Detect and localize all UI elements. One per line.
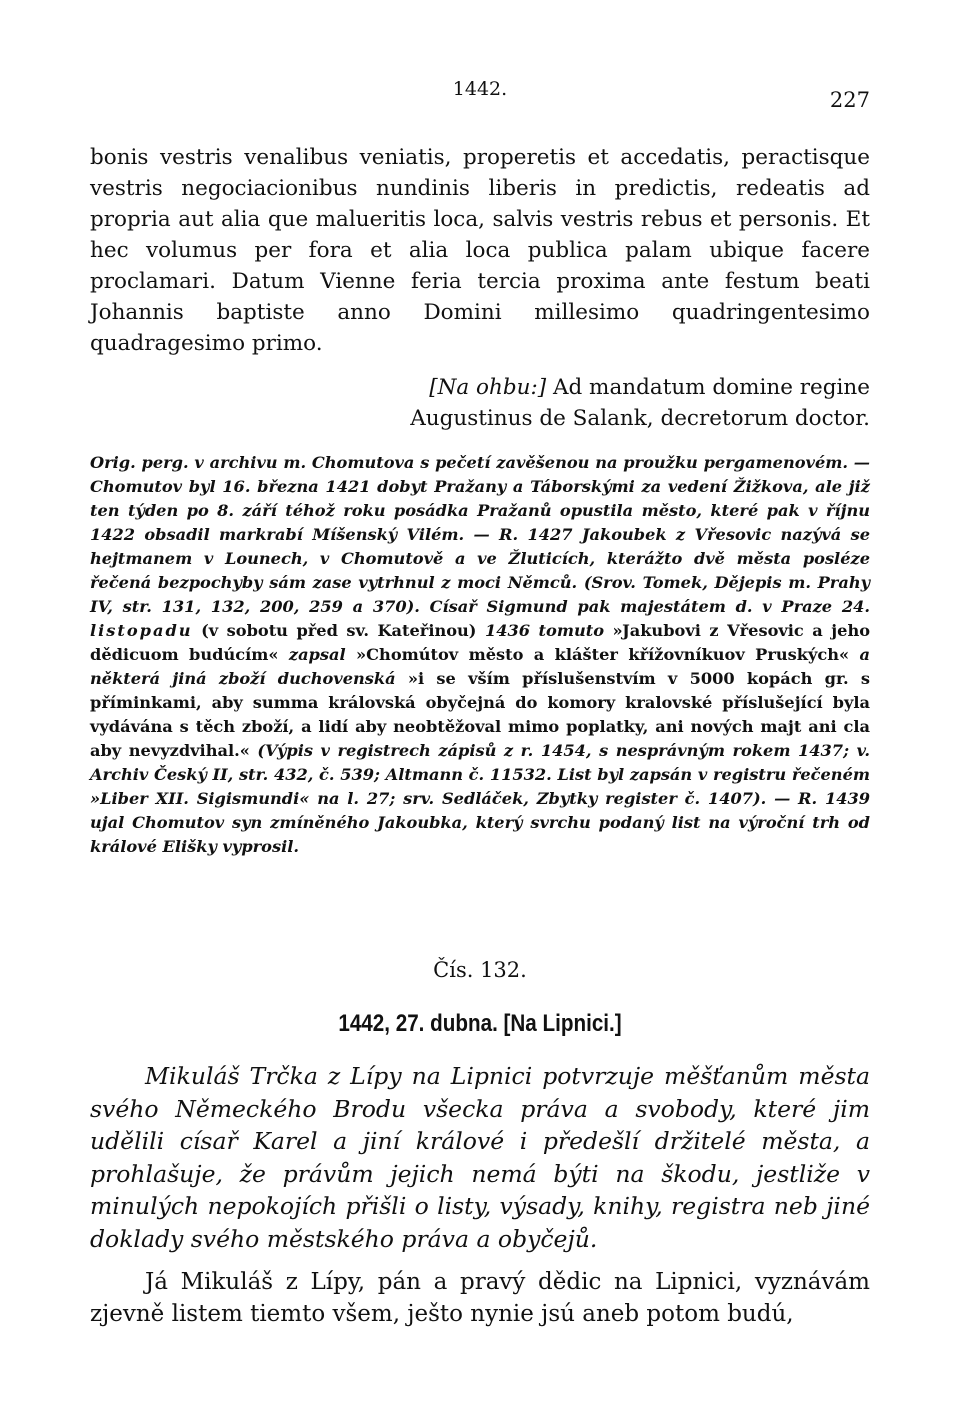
latin-text-paragraph: bonis vestris venalibus veniatis, properetis et accedatis, peractisque vestris negociacionibus nundinis liberis in predictis, redeatis ad propria aut alia que malueritis loca, salvis vestris rebus et personis. Et hec volumus per fora et alia loca publica palam ubique facere proclamari. Datum Vienne feria tercia proxima ante festum beati Johannis baptiste anno Domini millesimo quadringentesimo quadragesimo primo.: [90, 145, 870, 356]
endorsement: [90, 372, 870, 434]
note-part-a: Orig. perg. v archivu m. Chomutova s pečetí zavěšenou na proužku pergamenovém. — Chomutov byl 16. března 1421 dobyt Pražany a Táborskými za vedení Žižkova, ale již ten týden po 8. září téhož roku posádka Pražanů opustila město, které pak v říjnu 1422 obsadil markrabí Míšenský Vilém. — R. 1427 Jakoubek z Vřesovic nazývá se hejtmanem v Lounech, v Chomutově a ve Žluticích, kterážto dvě města posléze řečená bezpochyby sám zase vytrhnul z moci Němců. (Srov. Tomek, Dějepis m. Prahy IV, str. 131, 132, 200, 259 a 370). Císař Sigmund pak majestátem d. v Praze 24.: [90, 453, 870, 616]
note-part-e: »Jakubovi z Vřesovic a jeho dědicuom budúcím«: [90, 621, 871, 664]
note-part-c: (v sobotu před sv. Kateřinou): [201, 621, 477, 640]
endorsement-line-1: Ad mandatum domine regine: [552, 375, 870, 400]
document-regest: Mikuláš Trčka z Lípy na Lipnici potvrzuje měšťanům města svého Německého Brodu všecka práva a svobody, které jim udělili císař Karel a jiní králové i předešlí držitelé města, a prohlašuje, že právům jejich nemá býti na škodu, jestliže v minulých nepokojích přišli o listy, výsady, knihy, registra neb jiné doklady svého městského práva a obyčejů.: [90, 1062, 870, 1253]
note-part-d: 1436 tomuto: [485, 621, 605, 640]
endorsement-line-2: Augustinus de Salank, decretorum doctor.: [410, 406, 870, 431]
note-part-h: a některá jiná zboží duchovenská: [90, 645, 871, 688]
document-number: Čís. 132.: [433, 958, 527, 982]
endorsement-label: [Na ohbu:]: [429, 375, 547, 400]
note-part-b: listopadu: [90, 621, 193, 640]
page-header: [90, 78, 870, 112]
note-part-j: (Výpis v registrech zápisů z r. 1454, s nesprávným rokem 1437; v. Archiv Český II, str. 432, č. 539; Altmann č. 11532. List byl zapsán v registru řečeném »Liber XII. Sigismundi« na l. 27; srv. Sedláček, Zbytky register č. 1407). — R. 1439 ujal Chomutov syn zmíněného Jakoubka, který svrchu podaný list na výroční trh od králové Elišky vyprosil.: [90, 741, 871, 856]
page-number: 227: [829, 88, 870, 112]
document-text-start: Já Mikuláš z Lípy, pán a pravý dědic na Lipnici, vyznávám zjevně listem tiemto všem, ješto nynie jsú aneb potom budú,: [90, 1269, 870, 1327]
running-head: 1442.: [452, 78, 508, 100]
note-part-g: »Chomútov město a klášter křížovníkuov Pruských«: [356, 645, 850, 664]
document-heading: 1442, 27. dubna. [Na Lipnici.]: [338, 1010, 622, 1037]
note-part-f: zapsal: [288, 645, 346, 664]
editorial-note: [90, 451, 870, 859]
note-part-i: »i se vším příslušenstvím v 5000 kopách gr. s příminkami, aby summa královská obyčejná do komory kralovské příslušející byla vydávána s těch zboží, a lidí aby neobtěžoval mimo poplatky, ani nových majt ani cla aby nevyzdvihal.«: [90, 669, 871, 760]
